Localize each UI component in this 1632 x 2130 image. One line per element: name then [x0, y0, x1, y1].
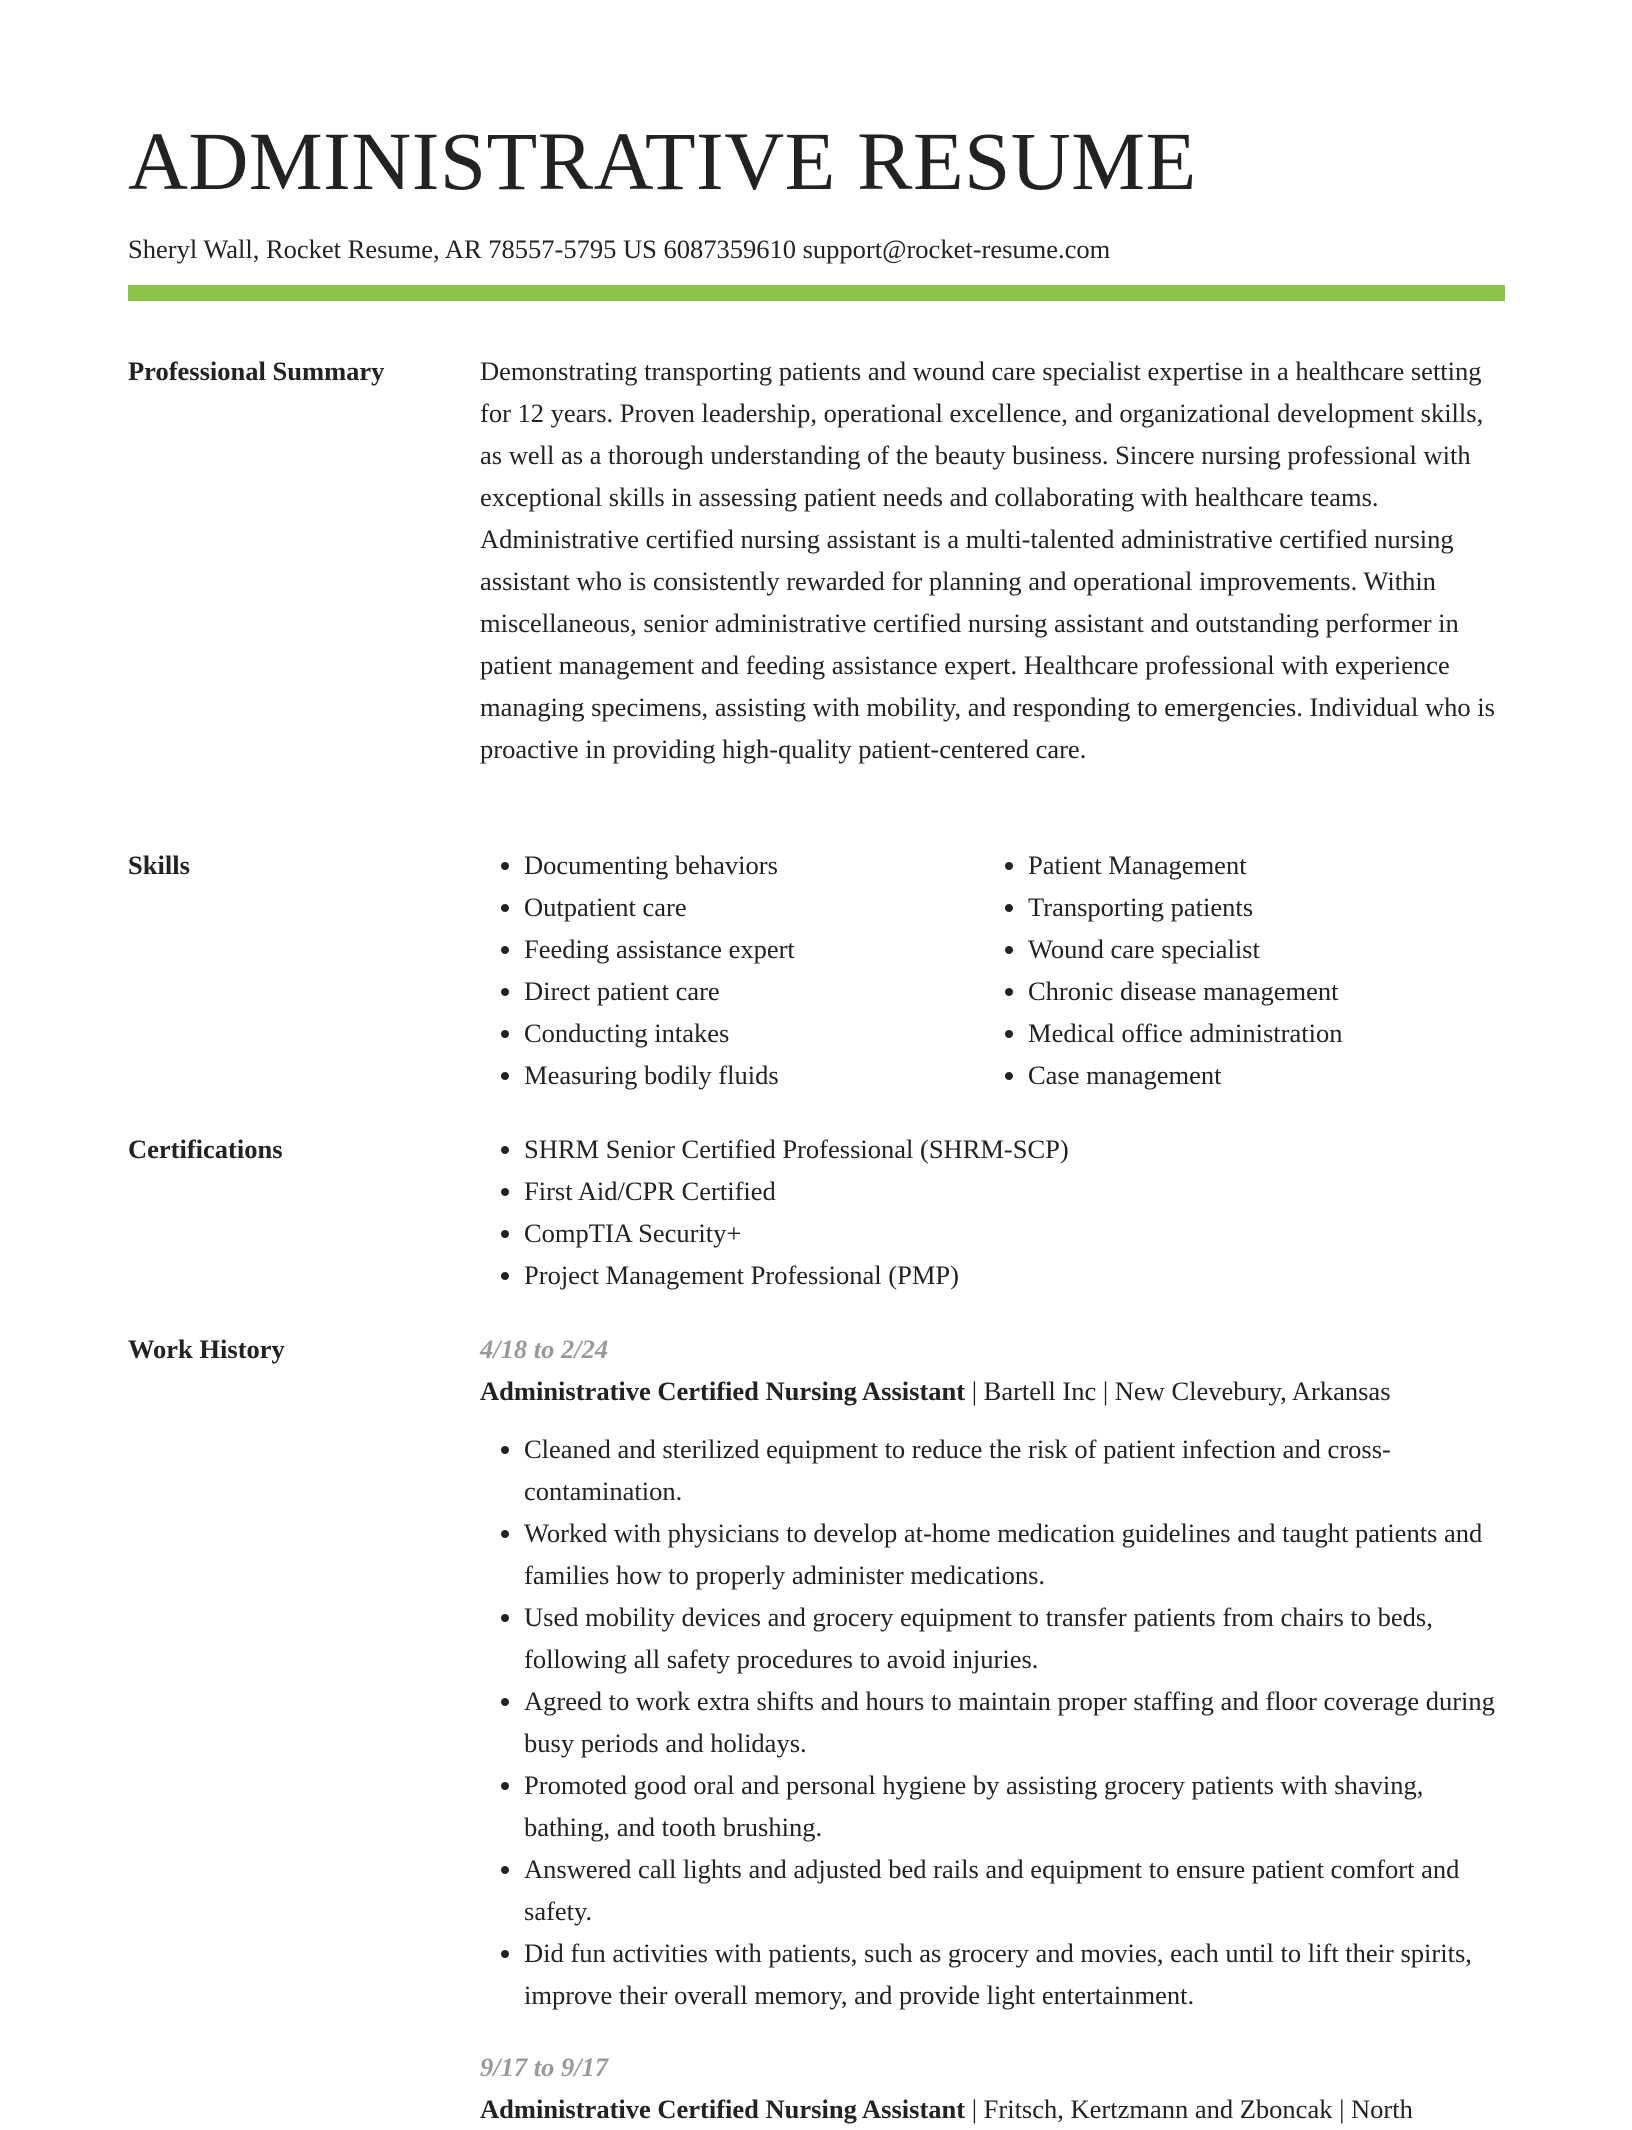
certification-item: • First Aid/CPR Certified — [524, 1170, 1505, 1212]
skill-item: • Documenting behaviors — [524, 844, 984, 886]
skills-body — [480, 844, 1505, 1096]
job-heading — [480, 2088, 1505, 2130]
skill-item: • Chronic disease management — [1028, 970, 1488, 1012]
job-bullet: • Cleaned and sterilized equipment to reduce the risk of patient infection and cross-contamination. — [524, 1428, 1505, 1512]
work-history-body — [480, 1328, 1505, 2130]
certification-item: • SHRM Senior Certified Professional (SHRM-SCP) — [524, 1128, 1505, 1170]
job-bullet: • Answered call lights and adjusted bed rails and equipment to ensure patient comfort and safety. — [524, 1848, 1505, 1932]
summary-body — [480, 350, 1505, 770]
job-dates: 9/17 to 9/17 — [480, 2052, 609, 2082]
summary-label: Professional Summary — [128, 356, 385, 386]
job-heading — [480, 1370, 1505, 1412]
skills-grid — [480, 844, 1505, 1096]
skill-item: • Case management — [1028, 1054, 1488, 1096]
job-entry — [480, 2046, 1505, 2130]
job-details: | Fritsch, Kertzmann and Zboncak | North — [965, 2094, 1413, 2124]
skill-item: • Feeding assistance expert — [524, 928, 984, 970]
summary-text: Demonstrating transporting patients and wound care specialist expertise in a healthcare setting for 12 years. Proven leadership, operational excellence, and organizational development skills, as well as a thorough understanding of the beauty business. Sincere nursing professional with exceptional skills in assessing patient needs and collaborating with healthcare teams. Administrative certified nursing assistant is a multi-talented administrative certified nursing assistant who is consistently rewarded for planning and operational improvements. Within miscellaneous, senior administrative certified nursing assistant and outstanding performer in patient management and feeding assistance expert. Healthcare professional with experience managing specimens, assisting with mobility, and responding to emergencies. Individual who is proactive in providing high-quality patient-centered care. — [480, 356, 1495, 764]
job-title: Administrative Certified Nursing Assistant — [480, 2094, 966, 2124]
skill-item: • Measuring bodily fluids — [524, 1054, 984, 1096]
certification-item: • CompTIA Security+ — [524, 1212, 1505, 1254]
job-bullets — [480, 1428, 1505, 2016]
work-history-label: Work History — [128, 1334, 285, 1364]
resume-title: ADMINISTRATIVE RESUME — [128, 115, 1197, 207]
skills-label: Skills — [128, 850, 190, 880]
skill-item: • Outpatient care — [524, 886, 984, 928]
skills-column-left — [480, 844, 984, 1096]
job-bullet: • Agreed to work extra shifts and hours to maintain proper staffing and floor coverage during busy periods and holidays. — [524, 1680, 1505, 1764]
job-title: Administrative Certified Nursing Assistant — [480, 1376, 966, 1406]
job-bullet: • Used mobility devices and grocery equipment to transfer patients from chairs to beds, following all safety procedures to avoid injuries. — [524, 1596, 1505, 1680]
skill-item: • Patient Management — [1028, 844, 1488, 886]
certifications-body — [480, 1128, 1505, 1296]
skill-item: • Medical office administration — [1028, 1012, 1488, 1054]
skill-item: • Wound care specialist — [1028, 928, 1488, 970]
skills-column-right — [984, 844, 1488, 1096]
header-divider — [128, 285, 1505, 301]
job-entry — [480, 1328, 1505, 2016]
skill-item: • Transporting patients — [1028, 886, 1488, 928]
job-dates: 4/18 to 2/24 — [480, 1334, 609, 1364]
certification-item: • Project Management Professional (PMP) — [524, 1254, 1505, 1296]
job-bullet: • Did fun activities with patients, such as grocery and movies, each until to lift their spirits, improve their overall memory, and provide light entertainment. — [524, 1932, 1505, 2016]
skill-item: • Conducting intakes — [524, 1012, 984, 1054]
certifications-label: Certifications — [128, 1134, 283, 1164]
skill-item: • Direct patient care — [524, 970, 984, 1012]
job-bullet: • Promoted good oral and personal hygiene by assisting grocery patients with shaving, bathing, and tooth brushing. — [524, 1764, 1505, 1848]
job-details: | Bartell Inc | New Clevebury, Arkansas — [965, 1376, 1391, 1406]
job-bullet: • Worked with physicians to develop at-home medication guidelines and taught patients and families how to properly administer medications. — [524, 1512, 1505, 1596]
contact-line: Sheryl Wall, Rocket Resume, AR 78557-5795 US 6087359610 support@rocket-resume.com — [128, 234, 1111, 264]
